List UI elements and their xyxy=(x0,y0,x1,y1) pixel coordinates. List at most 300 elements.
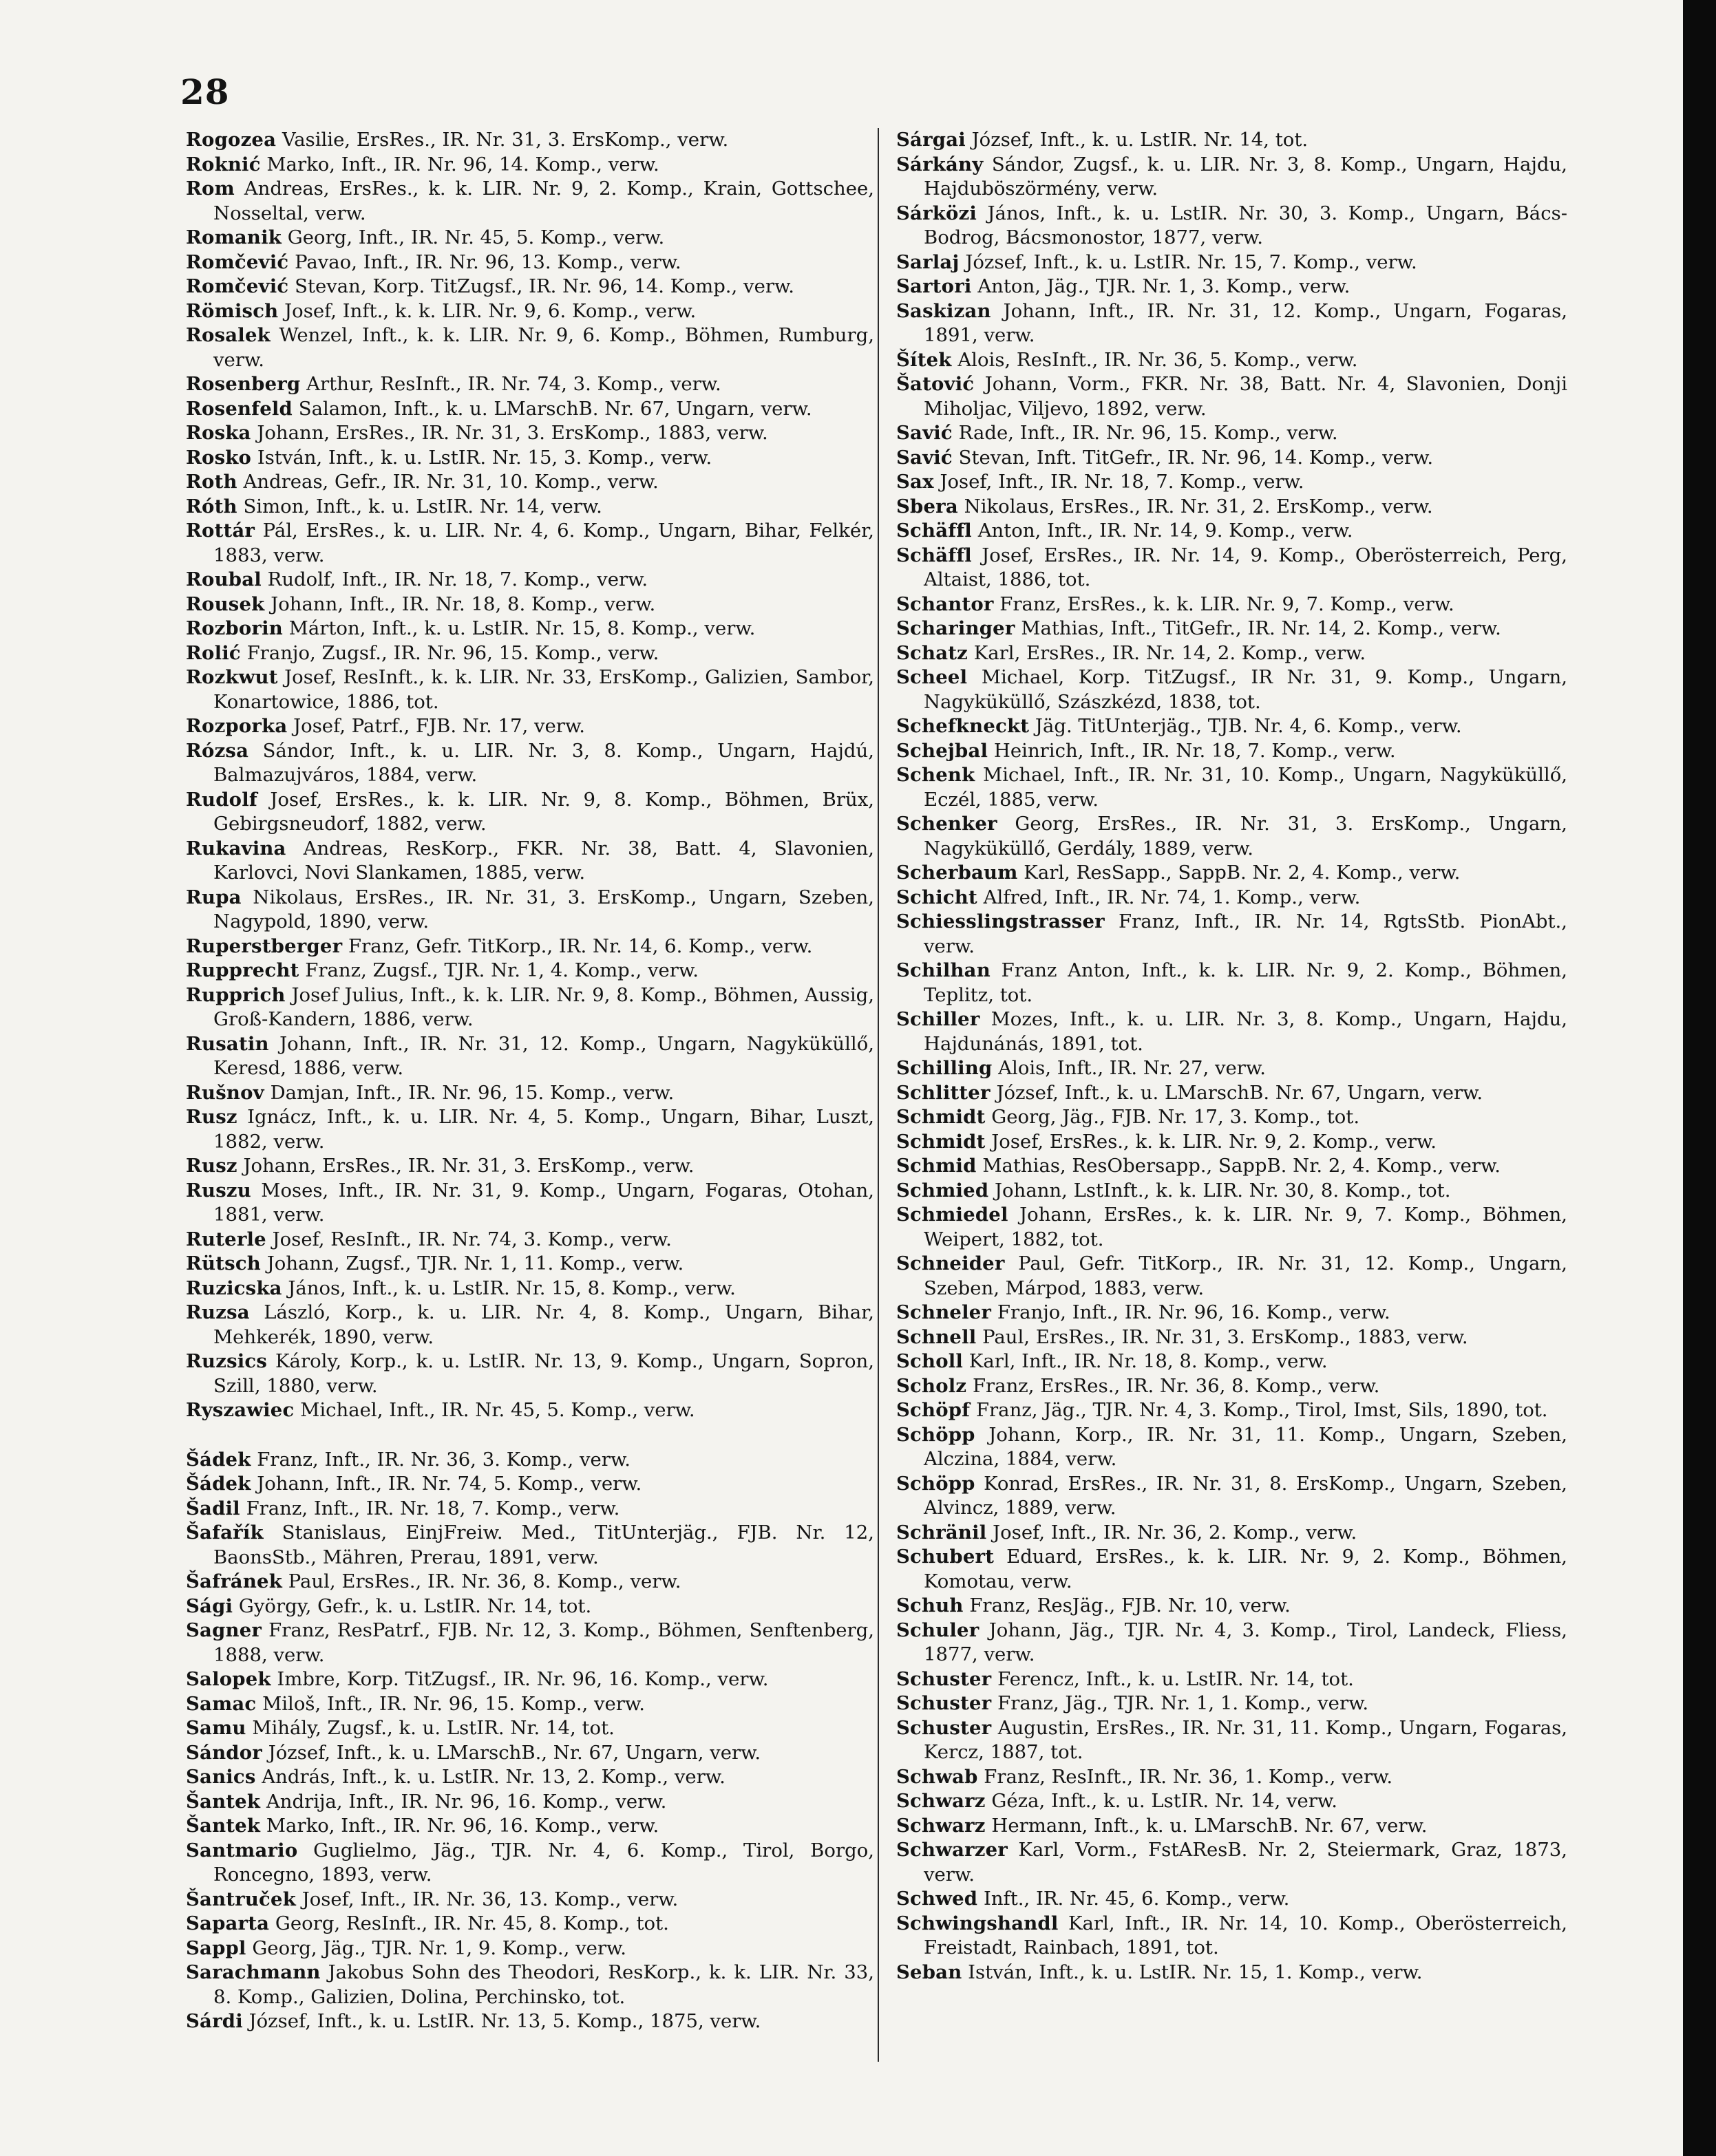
entry-details: Stanislaus, EinjFreiw. Med., TitUnterjäg., FJB. Nr. 12, BaonsStb., Mähren, Prerau, 1891, verw. xyxy=(213,1522,874,1568)
list-entry xyxy=(896,886,1567,910)
list-entry xyxy=(186,788,874,837)
entry-surname: Schäffl xyxy=(896,544,972,566)
entry-surname: Šádek xyxy=(186,1473,251,1495)
entry-details: Karl, Vorm., FstAResB. Nr. 2, Steiermark, Graz, 1873, verw. xyxy=(924,1839,1567,1886)
list-entry xyxy=(186,1594,874,1619)
entry-surname: Rusz xyxy=(186,1155,237,1177)
entry-surname: Rosenfeld xyxy=(186,397,293,420)
list-entry xyxy=(186,519,874,568)
list-entry xyxy=(896,1765,1567,1790)
entry-details: Alois, ResInft., IR. Nr. 36, 5. Komp., verw. xyxy=(957,348,1358,371)
entry-surname: Schantor xyxy=(896,593,994,615)
entry-details: Josef, Inft., IR. Nr. 36, 13. Komp., verw. xyxy=(301,1888,679,1910)
list-entry xyxy=(896,421,1567,446)
entry-details: Franz Anton, Inft., k. k. LIR. Nr. 9, 2. Komp., Böhmen, Teplitz, tot. xyxy=(924,959,1568,1006)
entry-details: Josef, Inft., IR. Nr. 36, 2. Komp., verw. xyxy=(993,1521,1357,1544)
entry-details: Paul, ErsRes., IR. Nr. 36, 8. Komp., verw. xyxy=(288,1570,681,1592)
entry-surname: Schlitter xyxy=(896,1081,991,1104)
entry-details: Anton, Jäg., TJR. Nr. 1, 3. Komp., verw. xyxy=(977,275,1350,297)
entry-surname: Roth xyxy=(186,471,237,493)
entry-surname: Ruzsa xyxy=(186,1301,250,1323)
entry-details: János, Inft., k. u. LstIR. Nr. 15, 8. Komp., verw. xyxy=(288,1277,736,1299)
entry-details: Imbre, Korp. TitZugsf., IR. Nr. 96, 16. Komp., verw. xyxy=(277,1668,769,1690)
entry-surname: Romanik xyxy=(186,226,282,248)
entry-surname: Šantek xyxy=(186,1790,261,1813)
entry-details: Josef, Patrf., FJB. Nr. 17, verw. xyxy=(293,715,585,737)
entry-details: Guglielmo, Jäg., TJR. Nr. 4, 6. Komp., Tirol, Borgo, Roncegno, 1893, verw. xyxy=(213,1839,874,1886)
list-entry xyxy=(896,1521,1567,1546)
entry-surname: Sartori xyxy=(896,275,972,297)
entry-surname: Ruszu xyxy=(186,1179,251,1202)
list-entry xyxy=(186,1497,874,1522)
entry-surname: Schuster xyxy=(896,1667,992,1690)
list-entry xyxy=(186,177,874,226)
entry-surname: Schwingshandl xyxy=(896,1912,1059,1934)
entry-surname: Scherbaum xyxy=(896,862,1018,884)
list-entry xyxy=(896,910,1567,959)
column-divider xyxy=(878,128,879,2062)
entry-surname: Šafařík xyxy=(186,1522,264,1544)
list-entry xyxy=(896,1716,1567,1765)
entry-details: Franjo, Zugsf., IR. Nr. 96, 15. Komp., verw. xyxy=(246,641,659,664)
entry-details: Karl, ErsRes., IR. Nr. 14, 2. Komp., verw. xyxy=(973,641,1366,664)
entry-surname: Schwarz xyxy=(896,1790,986,1812)
entry-details: András, Inft., k. u. LstIR. Nr. 13, 2. Komp., verw. xyxy=(262,1766,725,1788)
entry-surname: Schöpp xyxy=(896,1423,975,1446)
entry-details: Karl, Inft., IR. Nr. 18, 8. Komp., verw. xyxy=(968,1350,1328,1372)
list-entry xyxy=(896,1252,1567,1301)
list-entry xyxy=(896,372,1567,421)
entry-surname: Römisch xyxy=(186,299,279,322)
list-entry xyxy=(896,1619,1567,1667)
entry-surname: Rukavina xyxy=(186,837,286,860)
list-entry xyxy=(186,1667,874,1692)
list-entry xyxy=(186,1472,874,1497)
list-entry xyxy=(896,519,1567,544)
entry-details: Alois, Inft., IR. Nr. 27, verw. xyxy=(998,1057,1266,1079)
list-entry xyxy=(896,861,1567,886)
entry-surname: Seban xyxy=(896,1961,962,1983)
entry-surname: Rosko xyxy=(186,446,252,469)
entry-surname: Samu xyxy=(186,1717,246,1739)
list-entry xyxy=(896,959,1567,1007)
entry-surname: Schmied xyxy=(896,1179,989,1202)
list-entry xyxy=(186,1765,874,1790)
entry-surname: Rupa xyxy=(186,886,242,908)
list-entry xyxy=(896,299,1567,348)
entry-surname: Schiesslingstrasser xyxy=(896,910,1105,932)
list-entry xyxy=(896,128,1567,153)
list-entry xyxy=(896,1179,1567,1204)
entry-details: Eduard, ErsRes., k. k. LIR. Nr. 9, 2. Komp., Böhmen, Komotau, verw. xyxy=(924,1546,1567,1592)
entry-surname: Schenker xyxy=(896,813,997,835)
entry-surname: Schuler xyxy=(896,1619,979,1641)
entry-details: Simon, Inft., k. u. LstIR. Nr. 14, verw. xyxy=(243,495,602,517)
entry-surname: Romčević xyxy=(186,275,289,297)
entry-surname: Schmidt xyxy=(896,1130,986,1153)
entry-surname: Sbera xyxy=(896,495,958,517)
entry-details: Hermann, Inft., k. u. LMarschB. Nr. 67, verw. xyxy=(991,1814,1428,1837)
entry-details: Salamon, Inft., k. u. LMarschB. Nr. 67, Ungarn, verw. xyxy=(298,397,812,420)
list-entry xyxy=(186,2009,874,2034)
entry-details: Johann, Korp., IR. Nr. 31, 11. Komp., Ungarn, Szeben, Alczina, 1884, verw. xyxy=(924,1423,1567,1470)
entry-details: Johann, LstInft., k. k. LIR. Nr. 30, 8. Komp., tot. xyxy=(995,1179,1451,1202)
entry-details: Arthur, ResInft., IR. Nr. 74, 3. Komp., verw. xyxy=(306,373,721,395)
list-entry xyxy=(186,959,874,983)
entry-details: Andreas, Gefr., IR. Nr. 31, 10. Komp., verw. xyxy=(243,471,659,493)
list-entry xyxy=(896,1203,1567,1252)
list-entry xyxy=(896,593,1567,617)
entry-details: Nikolaus, ErsRes., IR. Nr. 31, 2. ErsKomp., verw. xyxy=(964,495,1433,517)
entry-details: Josef, ResInft., k. k. LIR. Nr. 33, ErsKomp., Galizien, Sambor, Konartowice, 1886, tot. xyxy=(213,666,874,713)
entry-surname: Rušnov xyxy=(186,1081,264,1104)
list-entry xyxy=(896,1814,1567,1839)
list-entry xyxy=(186,1619,874,1667)
entry-details: Josef, Inft., k. k. LIR. Nr. 9, 6. Komp., verw. xyxy=(284,299,697,322)
entry-details: Johann, Inft., IR. Nr. 31, 12. Komp., Ungarn, Fogaras, 1891, verw. xyxy=(924,299,1567,346)
entry-surname: Rousek xyxy=(186,593,265,615)
entry-details: Johann, Vorm., FKR. Nr. 38, Batt. Nr. 4, Slavonien, Donji Miholjac, Viljevo, 1892, verw. xyxy=(924,373,1567,420)
entry-surname: Schiller xyxy=(896,1008,980,1030)
entry-details: Rade, Inft., IR. Nr. 96, 15. Komp., verw. xyxy=(958,422,1338,444)
list-entry xyxy=(896,544,1567,593)
right-column xyxy=(896,128,1567,1985)
list-entry xyxy=(896,153,1567,202)
entry-surname: Scheel xyxy=(896,666,968,688)
entry-details: Mihály, Zugsf., k. u. LstIR. Nr. 14, tot. xyxy=(252,1717,615,1739)
entry-surname: Sax xyxy=(896,471,934,493)
entry-details: József, Inft., k. u. LMarschB., Nr. 67, Ungarn, verw. xyxy=(268,1741,761,1764)
entry-details: Jäg. TitUnterjäg., TJB. Nr. 4, 6. Komp., verw. xyxy=(1035,715,1462,737)
list-entry xyxy=(896,1056,1567,1081)
entry-details: Marko, Inft., IR. Nr. 96, 16. Komp., verw. xyxy=(266,1815,659,1837)
entry-surname: Schmid xyxy=(896,1155,977,1177)
entry-surname: Rolić xyxy=(186,641,241,664)
entry-surname: Rusz xyxy=(186,1106,237,1128)
entry-surname: Schwarz xyxy=(896,1814,986,1837)
entry-details: Andreas, ErsRes., k. k. LIR. Nr. 9, 2. Komp., Krain, Gottschee, Nosseltal, verw. xyxy=(213,178,874,224)
entry-surname: Šafránek xyxy=(186,1570,282,1592)
entry-surname: Schwed xyxy=(896,1888,978,1910)
list-entry xyxy=(896,275,1567,299)
list-entry xyxy=(186,1814,874,1839)
entry-details: Paul, ErsRes., IR. Nr. 31, 3. ErsKomp., 1883, verw. xyxy=(982,1325,1468,1348)
entry-details: József, Inft., k. u. LstIR. Nr. 14, tot. xyxy=(971,129,1309,151)
entry-surname: Scholl xyxy=(896,1350,964,1372)
entry-surname: Rogozea xyxy=(186,129,277,151)
entry-surname: Schränil xyxy=(896,1521,987,1544)
list-entry xyxy=(186,372,874,397)
entry-surname: Roska xyxy=(186,422,251,444)
entry-surname: Sági xyxy=(186,1594,233,1617)
entry-surname: Schatz xyxy=(896,641,968,664)
entry-surname: Scholz xyxy=(896,1374,967,1397)
entry-surname: Sarachmann xyxy=(186,1961,321,1983)
entry-details: Alfred, Inft., IR. Nr. 74, 1. Komp., verw. xyxy=(983,886,1361,908)
entry-surname: Rupprecht xyxy=(186,959,299,981)
list-entry xyxy=(896,1154,1567,1179)
list-entry xyxy=(896,1130,1567,1155)
entry-surname: Schefkneckt xyxy=(896,715,1030,737)
entry-details: Stevan, Inft. TitGefr., IR. Nr. 96, 14. Komp., verw. xyxy=(958,446,1434,469)
entry-surname: Schicht xyxy=(896,886,977,908)
entry-details: Franz, ErsRes., IR. Nr. 36, 8. Komp., verw. xyxy=(972,1374,1380,1397)
entry-surname: Rom xyxy=(186,178,235,200)
list-entry xyxy=(186,983,874,1032)
entry-details: Josef, ResInft., IR. Nr. 74, 3. Komp., verw. xyxy=(272,1228,672,1250)
entry-details: Paul, Gefr. TitKorp., IR. Nr. 31, 12. Komp., Ungarn, Szeben, Márpod, 1883, verw. xyxy=(924,1252,1567,1299)
entry-details: Josef, ErsRes., IR. Nr. 14, 9. Komp., Oberösterreich, Perg, Altaist, 1886, tot. xyxy=(924,544,1568,590)
list-entry xyxy=(186,1032,874,1081)
entry-surname: Ryszawiec xyxy=(186,1399,295,1421)
list-entry xyxy=(896,1398,1567,1423)
entry-details: Franz, Inft., IR. Nr. 18, 7. Komp., verw. xyxy=(246,1497,620,1519)
list-entry xyxy=(186,299,874,324)
entry-details: Franjo, Inft., IR. Nr. 96, 16. Komp., verw. xyxy=(997,1301,1390,1323)
list-entry xyxy=(896,763,1567,812)
entry-surname: Šantruček xyxy=(186,1888,296,1910)
list-entry xyxy=(896,617,1567,641)
entry-surname: Schwab xyxy=(896,1765,978,1788)
entry-details: István, Inft., k. u. LstIR. Nr. 15, 3. Komp., verw. xyxy=(257,446,712,469)
list-entry xyxy=(186,1692,874,1717)
entry-surname: Schäffl xyxy=(896,520,972,542)
entry-details: Miloš, Inft., IR. Nr. 96, 15. Komp., verw. xyxy=(262,1692,645,1715)
entry-surname: Šadil xyxy=(186,1497,240,1519)
list-entry xyxy=(896,1691,1567,1716)
entry-details: Andrija, Inft., IR. Nr. 96, 16. Komp., verw. xyxy=(266,1790,667,1813)
entry-surname: Saskizan xyxy=(896,299,991,322)
entry-details: László, Korp., k. u. LIR. Nr. 4, 8. Komp., Ungarn, Bihar, Mehkerék, 1890, verw. xyxy=(213,1301,874,1348)
entry-details: Franz, ResInft., IR. Nr. 36, 1. Komp., verw. xyxy=(984,1765,1393,1788)
entry-details: Moses, Inft., IR. Nr. 31, 9. Komp., Ungarn, Fogaras, Otohan, 1881, verw. xyxy=(213,1179,875,1226)
entry-details: Heinrich, Inft., IR. Nr. 18, 7. Komp., verw. xyxy=(993,739,1396,762)
entry-details: Johann, ErsRes., IR. Nr. 31, 3. ErsKomp., verw. xyxy=(243,1155,695,1177)
entry-details: Andreas, ResKorp., FKR. Nr. 38, Batt. 4, Slavonien, Karlovci, Novi Slankamen, 1885, verw. xyxy=(213,837,874,884)
entry-details: József, Inft., k. u. LMarschB. Nr. 67, Ungarn, verw. xyxy=(996,1081,1483,1104)
list-entry xyxy=(186,323,874,372)
list-entry xyxy=(896,665,1567,714)
list-entry xyxy=(896,202,1567,250)
entry-details: Franz, Jäg., TJR. Nr. 1, 1. Komp., verw. xyxy=(997,1692,1369,1714)
list-entry xyxy=(896,470,1567,495)
entry-surname: Sárközi xyxy=(896,202,977,224)
entry-details: Ignácz, Inft., k. u. LIR. Nr. 4, 5. Komp., Ungarn, Bihar, Luszt, 1882, verw. xyxy=(213,1106,874,1153)
list-entry xyxy=(896,1961,1567,1985)
entry-surname: Ruperstberger xyxy=(186,935,343,957)
list-entry xyxy=(896,1423,1567,1472)
entry-details: Josef, ErsRes., k. k. LIR. Nr. 9, 8. Komp., Böhmen, Brüx, Gebirgsneudorf, 1882, verw. xyxy=(213,788,875,835)
list-entry xyxy=(186,421,874,446)
entry-details: Wenzel, Inft., k. k. LIR. Nr. 9, 6. Komp., Böhmen, Rumburg, verw. xyxy=(213,324,874,371)
entry-surname: Schenk xyxy=(896,764,975,786)
entry-surname: Rosalek xyxy=(186,324,271,346)
entry-surname: Sarlaj xyxy=(896,250,960,273)
list-entry xyxy=(186,1912,874,1936)
list-entry xyxy=(896,714,1567,739)
entry-details: Sándor, Zugsf., k. u. LIR. Nr. 3, 8. Komp., Ungarn, Hajdu, Hajduböszörmény, verw. xyxy=(924,153,1567,200)
list-entry xyxy=(186,665,874,714)
entry-details: Sándor, Inft., k. u. LIR. Nr. 3, 8. Komp., Ungarn, Hajdú, Balmazujváros, 1884, verw. xyxy=(213,739,874,786)
entry-surname: Schuh xyxy=(896,1594,964,1616)
list-entry xyxy=(186,1228,874,1252)
entry-details: Georg, ResInft., IR. Nr. 45, 8. Komp., tot. xyxy=(275,1912,669,1934)
entry-details: József, Inft., k. u. LstIR. Nr. 15, 7. Komp., verw. xyxy=(965,250,1417,273)
scan-border xyxy=(1683,0,1716,2156)
entry-details: János, Inft., k. u. LstIR. Nr. 30, 3. Komp., Ungarn, Bács-Bodrog, Bácsmonostor, 1877, verw. xyxy=(924,202,1568,248)
entry-surname: Rozborin xyxy=(186,617,283,639)
entry-surname: Savić xyxy=(896,422,953,444)
entry-details: Stevan, Korp. TitZugsf., IR. Nr. 96, 14. Komp., verw. xyxy=(295,275,795,297)
list-entry xyxy=(186,470,874,495)
list-entry xyxy=(186,1301,874,1349)
entry-surname: Rosenberg xyxy=(186,373,301,395)
entry-details: Michael, Inft., IR. Nr. 31, 10. Komp., Ungarn, Nagyküküllő, Eczél, 1885, verw. xyxy=(924,764,1567,811)
entry-surname: Scharinger xyxy=(896,617,1015,639)
entry-details: Géza, Inft., k. u. LstIR. Nr. 14, verw. xyxy=(991,1790,1337,1812)
entry-surname: Sanics xyxy=(186,1766,256,1788)
entry-surname: Savić xyxy=(896,446,953,469)
entry-details: Nikolaus, ErsRes., IR. Nr. 31, 3. ErsKomp., Ungarn, Szeben, Nagypold, 1890, verw. xyxy=(213,886,874,932)
entry-surname: Schnell xyxy=(896,1325,977,1348)
list-entry xyxy=(186,935,874,959)
entry-details: Rudolf, Inft., IR. Nr. 18, 7. Komp., verw. xyxy=(267,568,648,590)
entry-details: Johann, ErsRes., IR. Nr. 31, 3. ErsKomp., 1883, verw. xyxy=(257,422,768,444)
entry-surname: Šatović xyxy=(896,373,975,395)
entry-surname: Rottár xyxy=(186,520,255,542)
list-entry xyxy=(896,1667,1567,1692)
list-entry xyxy=(186,1277,874,1301)
entry-surname: Schöpf xyxy=(896,1399,971,1421)
list-entry xyxy=(896,1912,1567,1961)
entry-surname: Schuster xyxy=(896,1692,992,1714)
entry-details: Damjan, Inft., IR. Nr. 96, 15. Komp., verw. xyxy=(270,1081,675,1104)
list-entry xyxy=(896,1325,1567,1350)
list-entry xyxy=(896,1472,1567,1521)
entry-surname: Sappl xyxy=(186,1936,246,1959)
entry-surname: Samac xyxy=(186,1692,257,1715)
list-entry xyxy=(186,1521,874,1570)
list-entry xyxy=(186,446,874,471)
list-entry xyxy=(896,739,1567,764)
entry-details: Franz, Gefr. TitKorp., IR. Nr. 14, 6. Komp., verw. xyxy=(348,935,813,957)
entry-surname: Schöpp xyxy=(896,1472,975,1495)
list-entry xyxy=(186,1570,874,1594)
list-entry xyxy=(896,1594,1567,1619)
entry-details: Karl, ResSapp., SappB. Nr. 2, 4. Komp., verw. xyxy=(1024,862,1461,884)
entry-surname: Schubert xyxy=(896,1546,995,1568)
list-entry xyxy=(186,397,874,422)
list-entry xyxy=(186,1448,874,1473)
entry-surname: Roknić xyxy=(186,153,261,175)
entry-surname: Schilling xyxy=(896,1057,993,1079)
list-entry xyxy=(896,1789,1567,1814)
list-entry xyxy=(186,153,874,178)
entry-surname: Schmiedel xyxy=(896,1204,1008,1226)
list-entry xyxy=(186,250,874,275)
list-entry xyxy=(186,837,874,886)
entry-details: Johann, Jäg., TJR. Nr. 4, 3. Komp., Tirol, Landeck, Fliess, 1877, verw. xyxy=(924,1619,1567,1665)
list-entry xyxy=(186,641,874,666)
entry-surname: Sagner xyxy=(186,1619,262,1641)
entry-surname: Schuster xyxy=(896,1716,992,1739)
list-entry xyxy=(896,812,1567,861)
list-entry xyxy=(186,1936,874,1961)
entry-details: István, Inft., k. u. LstIR. Nr. 15, 1. Komp., verw. xyxy=(968,1961,1423,1983)
entry-details: Jakobus Sohn des Theodori, ResKorp., k. k. LIR. Nr. 33, 8. Komp., Galizien, Dolina, Perchinsko, tot. xyxy=(213,1961,874,2008)
list-entry xyxy=(186,1888,874,1912)
entry-surname: Schwarzer xyxy=(896,1839,1008,1861)
entry-surname: Santmario xyxy=(186,1839,298,1861)
entry-details: Pál, ErsRes., k. u. LIR. Nr. 4, 6. Komp., Ungarn, Bihar, Felkér, 1883, verw. xyxy=(213,520,874,566)
list-entry xyxy=(186,226,874,250)
entry-details: Franz, Inft., IR. Nr. 36, 3. Komp., verw. xyxy=(257,1448,631,1471)
entry-details: Georg, Jäg., FJB. Nr. 17, 3. Komp., tot. xyxy=(991,1106,1360,1128)
entry-details: Georg, Inft., IR. Nr. 45, 5. Komp., verw. xyxy=(287,226,665,248)
list-entry xyxy=(896,1545,1567,1594)
entry-surname: Ruzsics xyxy=(186,1350,268,1372)
left-column xyxy=(186,128,874,2034)
list-entry xyxy=(186,1179,874,1228)
list-entry xyxy=(896,1105,1567,1130)
list-entry xyxy=(186,1741,874,1766)
list-entry xyxy=(186,1349,874,1398)
entry-details: Josef Julius, Inft., k. k. LIR. Nr. 9, 8. Komp., Böhmen, Aussig, Groß-Kandern, 1886, verw. xyxy=(213,983,874,1030)
list-entry xyxy=(896,250,1567,275)
entry-details: György, Gefr., k. u. LstIR. Nr. 14, tot. xyxy=(238,1594,592,1617)
entry-details: Inft., IR. Nr. 45, 6. Komp., verw. xyxy=(983,1888,1290,1910)
entry-details: Josef, Inft., IR. Nr. 18, 7. Komp., verw. xyxy=(940,471,1304,493)
entry-surname: Róth xyxy=(186,495,237,517)
entry-details: Augustin, ErsRes., IR. Nr. 31, 11. Komp., Ungarn, Fogaras, Kercz, 1887, tot. xyxy=(924,1716,1567,1763)
page-number: 28 xyxy=(180,72,230,112)
list-entry xyxy=(896,1838,1567,1887)
entry-surname: Sándor xyxy=(186,1741,262,1764)
entry-details: Ferencz, Inft., k. u. LstIR. Nr. 14, tot. xyxy=(997,1667,1354,1690)
entry-details: József, Inft., k. u. LstIR. Nr. 13, 5. Komp., 1875, verw. xyxy=(248,2010,761,2032)
entry-surname: Ruterle xyxy=(186,1228,266,1250)
entry-details: Michael, Inft., IR. Nr. 45, 5. Komp., verw. xyxy=(300,1399,695,1421)
entry-details: Mathias, ResObersapp., SappB. Nr. 2, 4. Komp., verw. xyxy=(982,1155,1501,1177)
list-entry xyxy=(186,495,874,520)
entry-details: Georg, Jäg., TJR. Nr. 1, 9. Komp., verw. xyxy=(252,1936,627,1959)
list-entry xyxy=(186,1252,874,1277)
entry-details: Franz, Inft., IR. Nr. 14, RgtsStb. PionAbt., verw. xyxy=(924,910,1567,957)
section-gap xyxy=(186,1423,874,1448)
entry-surname: Schejbal xyxy=(896,739,988,762)
entry-details: Pavao, Inft., IR. Nr. 96, 13. Komp., verw. xyxy=(295,250,681,273)
list-entry xyxy=(896,1349,1567,1374)
entry-details: Georg, ErsRes., IR. Nr. 31, 3. ErsKomp., Ungarn, Nagyküküllő, Gerdály, 1889, verw. xyxy=(924,813,1567,860)
entry-details: Márton, Inft., k. u. LstIR. Nr. 15, 8. Komp., verw. xyxy=(288,617,756,639)
list-entry xyxy=(186,886,874,935)
list-entry xyxy=(186,1154,874,1179)
entry-surname: Sárgai xyxy=(896,129,966,151)
list-entry xyxy=(186,617,874,641)
entry-details: Vasilie, ErsRes., IR. Nr. 31, 3. ErsKomp., verw. xyxy=(282,129,729,151)
list-entry xyxy=(186,1105,874,1154)
entry-surname: Romčević xyxy=(186,250,289,273)
entry-surname: Šádek xyxy=(186,1448,251,1471)
entry-surname: Schilhan xyxy=(896,959,991,981)
entry-details: Josef, ErsRes., k. k. LIR. Nr. 9, 2. Komp., verw. xyxy=(991,1130,1437,1153)
list-entry xyxy=(186,1081,874,1106)
list-entry xyxy=(186,568,874,593)
entry-surname: Rudolf xyxy=(186,788,257,811)
entry-surname: Saparta xyxy=(186,1912,270,1934)
list-entry xyxy=(186,714,874,739)
entry-details: Franz, ResPatrf., FJB. Nr. 12, 3. Komp., Böhmen, Senftenberg, 1888, verw. xyxy=(213,1619,874,1666)
